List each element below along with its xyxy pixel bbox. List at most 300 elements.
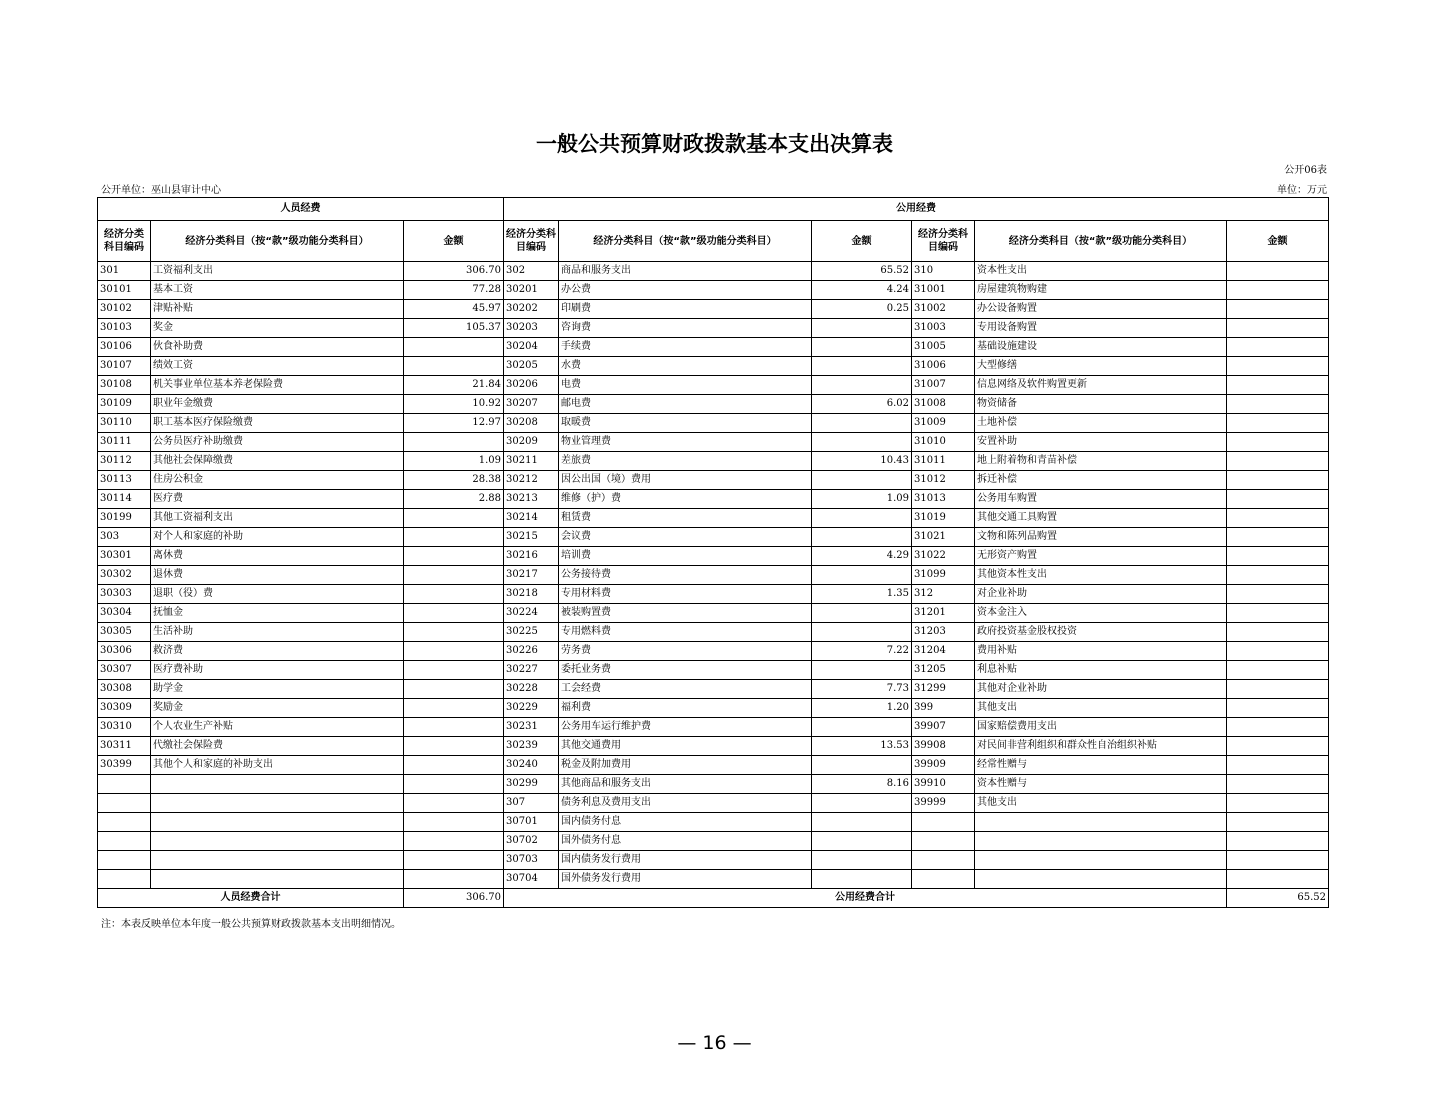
amount-cell: 7.22 xyxy=(812,642,912,661)
code-cell xyxy=(98,851,151,870)
table-row xyxy=(98,718,1329,737)
table-row xyxy=(98,281,1329,300)
amount-cell xyxy=(404,566,504,585)
amount-cell xyxy=(812,566,912,585)
subject-cell: 安置补助 xyxy=(975,433,1227,452)
code-cell: 303 xyxy=(98,528,151,547)
amount-cell xyxy=(404,585,504,604)
subject-cell: 维修（护）费 xyxy=(559,490,812,509)
subject-cell: 职业年金缴费 xyxy=(151,395,404,414)
code-cell: 307 xyxy=(504,794,559,813)
amount-header: 金额 xyxy=(1227,221,1329,262)
code-cell: 30227 xyxy=(504,661,559,680)
amount-cell xyxy=(1227,661,1329,680)
subject-cell: 咨询费 xyxy=(559,319,812,338)
code-cell: 30303 xyxy=(98,585,151,604)
code-cell xyxy=(98,832,151,851)
amount-cell: 13.53 xyxy=(812,737,912,756)
code-header: 经济分类科目编码 xyxy=(504,221,559,262)
table-number: 公开06表 xyxy=(1284,165,1327,176)
table-row xyxy=(98,338,1329,357)
subject-cell: 津贴补贴 xyxy=(151,300,404,319)
amount-cell xyxy=(404,623,504,642)
amount-cell xyxy=(404,699,504,718)
code-cell: 310 xyxy=(912,262,975,281)
subject-cell: 其他支出 xyxy=(975,699,1227,718)
amount-cell xyxy=(812,433,912,452)
subject-header: 经济分类科目（按“款”级功能分类科目） xyxy=(151,221,404,262)
table-row xyxy=(98,813,1329,832)
code-cell: 30103 xyxy=(98,319,151,338)
code-header: 经济分类科目编码 xyxy=(98,221,151,262)
subject-cell: 国内债务发行费用 xyxy=(559,851,812,870)
code-cell: 30704 xyxy=(504,870,559,889)
amount-cell xyxy=(1227,262,1329,281)
amount-cell: 4.29 xyxy=(812,547,912,566)
code-cell: 30701 xyxy=(504,813,559,832)
code-cell: 39908 xyxy=(912,737,975,756)
code-cell xyxy=(98,813,151,832)
code-cell: 30205 xyxy=(504,357,559,376)
amount-cell xyxy=(812,623,912,642)
amount-cell xyxy=(1227,718,1329,737)
code-cell xyxy=(98,870,151,889)
subject-cell: 离休费 xyxy=(151,547,404,566)
code-cell: 30216 xyxy=(504,547,559,566)
code-cell: 39909 xyxy=(912,756,975,775)
amount-cell xyxy=(1227,338,1329,357)
code-header: 经济分类科目编码 xyxy=(912,221,975,262)
amount-cell xyxy=(812,604,912,623)
amount-cell xyxy=(404,870,504,889)
code-cell: 30304 xyxy=(98,604,151,623)
amount-cell xyxy=(1227,528,1329,547)
code-cell: 30207 xyxy=(504,395,559,414)
subject-cell xyxy=(151,794,404,813)
table-row xyxy=(98,414,1329,433)
personnel-section-header: 人员经费 xyxy=(98,198,504,221)
code-cell xyxy=(98,794,151,813)
subject-cell: 公务用车运行维护费 xyxy=(559,718,812,737)
amount-cell xyxy=(1227,376,1329,395)
code-cell: 31007 xyxy=(912,376,975,395)
code-cell: 31006 xyxy=(912,357,975,376)
public-total-label: 公用经费合计 xyxy=(504,889,1227,908)
subject-cell: 退休费 xyxy=(151,566,404,585)
amount-cell xyxy=(1227,319,1329,338)
subject-cell: 国内债务付息 xyxy=(559,813,812,832)
amount-cell: 4.24 xyxy=(812,281,912,300)
code-cell xyxy=(98,775,151,794)
subject-cell: 公务用车购置 xyxy=(975,490,1227,509)
page-number: — 16 — xyxy=(677,1032,752,1054)
code-cell: 30101 xyxy=(98,281,151,300)
code-cell xyxy=(912,832,975,851)
amount-cell xyxy=(812,661,912,680)
table-row xyxy=(98,642,1329,661)
code-cell: 31205 xyxy=(912,661,975,680)
code-cell: 30229 xyxy=(504,699,559,718)
amount-cell xyxy=(1227,851,1329,870)
amount-cell: 77.28 xyxy=(404,281,504,300)
subject-cell: 国外债务发行费用 xyxy=(559,870,812,889)
table-row xyxy=(98,433,1329,452)
subject-cell: 物资储备 xyxy=(975,395,1227,414)
amount-cell xyxy=(1227,395,1329,414)
amount-cell: 105.37 xyxy=(404,319,504,338)
amount-cell xyxy=(812,414,912,433)
table-row xyxy=(98,509,1329,528)
amount-cell xyxy=(404,680,504,699)
subject-cell: 对个人和家庭的补助 xyxy=(151,528,404,547)
subject-cell: 税金及附加费用 xyxy=(559,756,812,775)
subject-cell: 代缴社会保险费 xyxy=(151,737,404,756)
amount-cell: 1.09 xyxy=(404,452,504,471)
table-row xyxy=(98,870,1329,889)
subject-cell: 费用补贴 xyxy=(975,642,1227,661)
subject-cell: 对民间非营利组织和群众性自治组织补贴 xyxy=(975,737,1227,756)
subject-cell: 邮电费 xyxy=(559,395,812,414)
subject-cell: 文物和陈列品购置 xyxy=(975,528,1227,547)
amount-cell: 45.97 xyxy=(404,300,504,319)
code-cell: 39999 xyxy=(912,794,975,813)
subject-cell: 绩效工资 xyxy=(151,357,404,376)
subject-cell: 资本性支出 xyxy=(975,262,1227,281)
amount-cell xyxy=(1227,832,1329,851)
amount-cell xyxy=(1227,870,1329,889)
code-cell: 30206 xyxy=(504,376,559,395)
amount-cell xyxy=(404,756,504,775)
amount-cell xyxy=(1227,414,1329,433)
subject-cell xyxy=(151,813,404,832)
amount-cell xyxy=(1227,813,1329,832)
code-cell: 30301 xyxy=(98,547,151,566)
subject-cell: 对企业补助 xyxy=(975,585,1227,604)
subject-cell: 基本工资 xyxy=(151,281,404,300)
subject-cell: 公务员医疗补助缴费 xyxy=(151,433,404,452)
code-cell: 31022 xyxy=(912,547,975,566)
table-row xyxy=(98,775,1329,794)
amount-cell xyxy=(812,756,912,775)
amount-header: 金额 xyxy=(812,221,912,262)
amount-cell: 8.16 xyxy=(812,775,912,794)
subject-cell: 专用设备购置 xyxy=(975,319,1227,338)
subject-cell: 其他社会保障缴费 xyxy=(151,452,404,471)
table-row xyxy=(98,547,1329,566)
code-cell: 30211 xyxy=(504,452,559,471)
amount-cell xyxy=(1227,357,1329,376)
section-header-row xyxy=(98,198,1329,221)
amount-cell xyxy=(1227,281,1329,300)
table-row xyxy=(98,661,1329,680)
code-cell: 30703 xyxy=(504,851,559,870)
subject-cell: 水费 xyxy=(559,357,812,376)
subject-cell: 信息网络及软件购置更新 xyxy=(975,376,1227,395)
code-cell: 30307 xyxy=(98,661,151,680)
code-cell: 302 xyxy=(504,262,559,281)
code-cell: 30112 xyxy=(98,452,151,471)
amount-cell xyxy=(404,509,504,528)
subject-cell: 个人农业生产补贴 xyxy=(151,718,404,737)
amount-cell: 2.88 xyxy=(404,490,504,509)
code-cell: 30231 xyxy=(504,718,559,737)
subject-cell: 委托业务费 xyxy=(559,661,812,680)
code-cell: 30208 xyxy=(504,414,559,433)
code-cell: 312 xyxy=(912,585,975,604)
code-cell: 30102 xyxy=(98,300,151,319)
code-cell: 30702 xyxy=(504,832,559,851)
code-cell: 30199 xyxy=(98,509,151,528)
subject-cell: 地上附着物和青苗补偿 xyxy=(975,452,1227,471)
code-cell: 30305 xyxy=(98,623,151,642)
table-row xyxy=(98,490,1329,509)
amount-cell: 1.20 xyxy=(812,699,912,718)
subject-cell: 医疗费 xyxy=(151,490,404,509)
subject-cell: 救济费 xyxy=(151,642,404,661)
code-cell: 30226 xyxy=(504,642,559,661)
currency-unit: 单位：万元 xyxy=(1277,185,1327,196)
code-cell: 31010 xyxy=(912,433,975,452)
code-cell: 30218 xyxy=(504,585,559,604)
amount-cell xyxy=(812,832,912,851)
subject-cell: 办公费 xyxy=(559,281,812,300)
amount-cell: 28.38 xyxy=(404,471,504,490)
code-cell: 30225 xyxy=(504,623,559,642)
amount-cell xyxy=(812,794,912,813)
amount-cell xyxy=(812,870,912,889)
table-row xyxy=(98,395,1329,414)
table-row xyxy=(98,300,1329,319)
subject-cell: 办公设备购置 xyxy=(975,300,1227,319)
amount-cell xyxy=(1227,585,1329,604)
code-cell: 31005 xyxy=(912,338,975,357)
subject-cell: 工资福利支出 xyxy=(151,262,404,281)
amount-cell xyxy=(812,376,912,395)
subject-cell: 医疗费补助 xyxy=(151,661,404,680)
column-header-row xyxy=(98,221,1329,262)
table-row xyxy=(98,566,1329,585)
subject-cell: 物业管理费 xyxy=(559,433,812,452)
subject-cell: 房屋建筑物购建 xyxy=(975,281,1227,300)
table-row xyxy=(98,471,1329,490)
subject-header: 经济分类科目（按“款”级功能分类科目） xyxy=(559,221,812,262)
code-cell: 31013 xyxy=(912,490,975,509)
code-cell: 30202 xyxy=(504,300,559,319)
code-cell: 31012 xyxy=(912,471,975,490)
code-cell: 30309 xyxy=(98,699,151,718)
code-cell: 30215 xyxy=(504,528,559,547)
amount-cell xyxy=(1227,794,1329,813)
amount-cell xyxy=(1227,509,1329,528)
subject-cell: 商品和服务支出 xyxy=(559,262,812,281)
amount-cell xyxy=(1227,642,1329,661)
code-cell: 31201 xyxy=(912,604,975,623)
subject-cell: 差旅费 xyxy=(559,452,812,471)
amount-cell: 306.70 xyxy=(404,262,504,281)
amount-cell xyxy=(404,661,504,680)
amount-cell xyxy=(404,794,504,813)
table-row xyxy=(98,794,1329,813)
subject-cell: 培训费 xyxy=(559,547,812,566)
public-total-value: 65.52 xyxy=(1227,889,1329,908)
table-row xyxy=(98,699,1329,718)
subject-cell: 劳务费 xyxy=(559,642,812,661)
subject-cell: 奖励金 xyxy=(151,699,404,718)
amount-cell xyxy=(1227,680,1329,699)
subject-cell: 专用燃料费 xyxy=(559,623,812,642)
code-cell: 30110 xyxy=(98,414,151,433)
code-cell: 30217 xyxy=(504,566,559,585)
code-cell: 30201 xyxy=(504,281,559,300)
subject-cell: 基础设施建设 xyxy=(975,338,1227,357)
amount-cell xyxy=(812,357,912,376)
code-cell: 30299 xyxy=(504,775,559,794)
subject-cell: 机关事业单位基本养老保险费 xyxy=(151,376,404,395)
amount-cell xyxy=(812,338,912,357)
reporting-unit: 公开单位：巫山县审计中心 xyxy=(101,185,221,196)
subject-cell: 职工基本医疗保险缴费 xyxy=(151,414,404,433)
amount-cell xyxy=(812,851,912,870)
code-cell: 30308 xyxy=(98,680,151,699)
subject-cell: 工会经费 xyxy=(559,680,812,699)
amount-cell xyxy=(1227,737,1329,756)
subject-cell: 抚恤金 xyxy=(151,604,404,623)
code-cell: 30224 xyxy=(504,604,559,623)
table-row xyxy=(98,528,1329,547)
table-row xyxy=(98,832,1329,851)
code-cell: 30311 xyxy=(98,737,151,756)
code-cell xyxy=(912,813,975,832)
code-cell: 30106 xyxy=(98,338,151,357)
code-cell: 31019 xyxy=(912,509,975,528)
subject-cell: 资本金注入 xyxy=(975,604,1227,623)
amount-cell xyxy=(1227,775,1329,794)
amount-cell xyxy=(1227,300,1329,319)
subject-cell: 债务利息及费用支出 xyxy=(559,794,812,813)
subject-cell xyxy=(151,775,404,794)
amount-cell xyxy=(812,471,912,490)
amount-cell xyxy=(404,433,504,452)
code-cell: 30203 xyxy=(504,319,559,338)
subject-cell: 专用材料费 xyxy=(559,585,812,604)
subject-cell: 大型修缮 xyxy=(975,357,1227,376)
amount-cell xyxy=(1227,756,1329,775)
code-cell: 30310 xyxy=(98,718,151,737)
subject-cell: 其他支出 xyxy=(975,794,1227,813)
amount-cell xyxy=(404,604,504,623)
subject-cell: 福利费 xyxy=(559,699,812,718)
subject-cell: 其他对企业补助 xyxy=(975,680,1227,699)
code-cell: 31099 xyxy=(912,566,975,585)
subject-cell: 奖金 xyxy=(151,319,404,338)
amount-cell: 6.02 xyxy=(812,395,912,414)
amount-cell: 21.84 xyxy=(404,376,504,395)
code-cell: 30213 xyxy=(504,490,559,509)
code-cell: 301 xyxy=(98,262,151,281)
subject-cell: 其他商品和服务支出 xyxy=(559,775,812,794)
subject-cell: 助学金 xyxy=(151,680,404,699)
code-cell: 39910 xyxy=(912,775,975,794)
subject-cell: 其他工资福利支出 xyxy=(151,509,404,528)
subject-cell: 土地补偿 xyxy=(975,414,1227,433)
amount-cell xyxy=(1227,699,1329,718)
subject-cell: 租赁费 xyxy=(559,509,812,528)
code-cell: 31021 xyxy=(912,528,975,547)
code-cell: 31009 xyxy=(912,414,975,433)
subject-cell: 无形资产购置 xyxy=(975,547,1227,566)
amount-cell xyxy=(812,528,912,547)
code-cell: 39907 xyxy=(912,718,975,737)
amount-cell xyxy=(1227,471,1329,490)
page-title: 一般公共预算财政拨款基本支出决算表 xyxy=(536,132,893,156)
amount-cell xyxy=(812,718,912,737)
amount-cell: 10.92 xyxy=(404,395,504,414)
amount-header: 金额 xyxy=(404,221,504,262)
amount-cell xyxy=(1227,433,1329,452)
amount-cell xyxy=(404,338,504,357)
subject-cell: 国家赔偿费用支出 xyxy=(975,718,1227,737)
table-row xyxy=(98,452,1329,471)
subject-cell xyxy=(975,851,1227,870)
code-cell: 31203 xyxy=(912,623,975,642)
subject-header: 经济分类科目（按“款”级功能分类科目） xyxy=(975,221,1227,262)
amount-cell: 10.43 xyxy=(812,452,912,471)
subject-cell: 电费 xyxy=(559,376,812,395)
code-cell: 31002 xyxy=(912,300,975,319)
amount-cell xyxy=(812,319,912,338)
code-cell: 30113 xyxy=(98,471,151,490)
expenditure-table xyxy=(97,197,1329,908)
amount-cell xyxy=(404,832,504,851)
table-row xyxy=(98,262,1329,281)
table-row xyxy=(98,357,1329,376)
subject-cell: 手续费 xyxy=(559,338,812,357)
subject-cell: 生活补助 xyxy=(151,623,404,642)
subject-cell: 印刷费 xyxy=(559,300,812,319)
table-row xyxy=(98,585,1329,604)
amount-cell: 1.35 xyxy=(812,585,912,604)
subject-cell xyxy=(975,832,1227,851)
amount-cell xyxy=(1227,490,1329,509)
amount-cell xyxy=(404,851,504,870)
amount-cell xyxy=(404,718,504,737)
table-row xyxy=(98,756,1329,775)
code-cell: 30212 xyxy=(504,471,559,490)
subject-cell: 政府投资基金股权投资 xyxy=(975,623,1227,642)
amount-cell xyxy=(404,357,504,376)
subject-cell: 住房公积金 xyxy=(151,471,404,490)
table-row xyxy=(98,623,1329,642)
code-cell: 30240 xyxy=(504,756,559,775)
code-cell: 31001 xyxy=(912,281,975,300)
table-row xyxy=(98,376,1329,395)
subject-cell: 取暖费 xyxy=(559,414,812,433)
code-cell: 31008 xyxy=(912,395,975,414)
code-cell: 30108 xyxy=(98,376,151,395)
amount-cell xyxy=(404,642,504,661)
code-cell: 30114 xyxy=(98,490,151,509)
subject-cell xyxy=(975,813,1227,832)
subject-cell: 其他交通费用 xyxy=(559,737,812,756)
code-cell: 31204 xyxy=(912,642,975,661)
amount-cell: 65.52 xyxy=(812,262,912,281)
code-cell: 31011 xyxy=(912,452,975,471)
amount-cell xyxy=(1227,623,1329,642)
table-row xyxy=(98,604,1329,623)
code-cell xyxy=(912,851,975,870)
code-cell: 30228 xyxy=(504,680,559,699)
code-cell: 30107 xyxy=(98,357,151,376)
